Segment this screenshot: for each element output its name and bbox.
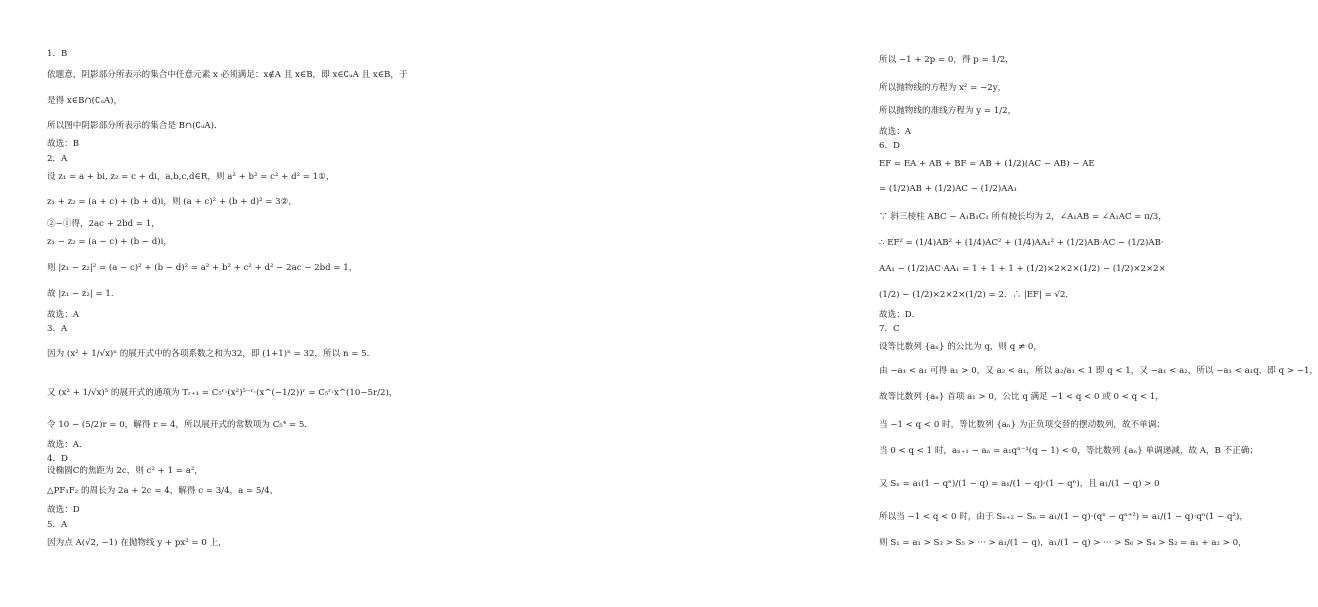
text-line: z₁ + z₂ = (a + c) + (b + d)i，则 (a + c)² + (b + d)² = 3②， xyxy=(47,197,297,207)
text-line: = (1/2)AB + (1/2)AC − (1/2)AA₁ xyxy=(879,184,1018,194)
text-line: 所以抛物线的准线方程为 y = 1/2， xyxy=(879,106,1017,116)
text-line: (1/2) − (1/2)×2×2×(1/2) = 2．∴ |EF| = √2． xyxy=(879,290,1075,300)
text-line: ∴ EF² = (1/4)AB² + (1/4)AC² + (1/4)AA₁² + (1/2)AB·AC − (1/2)AB· xyxy=(879,238,1164,248)
text-line: 故选：A． xyxy=(47,440,88,450)
text-line: 依题意，阴影部分所表示的集合中任意元素 x 必须满足：x∉A 且 x∈B，即 x∈∁ᵤA 且 x∈B，于 xyxy=(47,70,408,80)
text-line: 故选：D xyxy=(47,505,80,515)
text-line: 故等比数列 {aₙ} 首项 a₁ > 0，公比 q 满足 −1 < q < 0 或 0 < q < 1， xyxy=(879,392,1164,402)
text-line: 当 0 < q < 1 时，aₙ₊₁ − aₙ = a₁qⁿ⁻¹(q − 1) < 0，等比数列 {aₙ} 单调递减，故 A，B 不正确； xyxy=(879,446,1258,456)
text-line: 是得 x∈B∩(∁ᵤA)， xyxy=(47,96,123,106)
text-line: z₁ − z₂ = (a − c) + (b − d)i， xyxy=(47,237,172,247)
text-line: 则 |z₁ − z₂|² = (a − c)² + (b − d)² = a² + b² + c² + d² − 2ac − 2bd = 1， xyxy=(47,263,358,273)
text-line: 由 −a₁ < a₁ 可得 a₁ > 0，又 a₂ < a₁，所以 a₂/a₁ < 1 即 q < 1，又 −a₁ < a₂，所以 −a₁ < a₁q，即 q > −1， xyxy=(879,366,1318,376)
text-line: 因为点 A(√2, −1) 在抛物线 y + px² = 0 上， xyxy=(47,538,227,548)
text-line: EF = EA + AB + BF = AB + (1/2)(AC − AB) − AE xyxy=(879,159,1095,169)
text-line: 所以抛物线的方程为 x² = −2y， xyxy=(879,83,1007,93)
text-line: △PF₁F₂ 的周长为 2a + 2c = 4，解得 c = 3/4，a = 5/4， xyxy=(47,486,279,496)
text-line: 2．A xyxy=(47,154,68,164)
text-line: 故 |z₁ − z₂| = 1． xyxy=(47,289,120,299)
text-line: 所以 −1 + 2p = 0，得 p = 1/2， xyxy=(879,55,1014,65)
text-line: 7．C xyxy=(879,324,900,334)
text-line: 则 S₁ = a₁ > S₃ > S₅ > ··· > a₁/(1 − q)，a₁/(1 − q) > ··· > S₆ > S₄ > S₂ = a₁ + a₂ > 0， xyxy=(879,538,1247,548)
text-line: 所以当 −1 < q < 0 时，由于 Sₙ₊₂ − Sₙ = a₁/(1 − q)·(qⁿ − qⁿ⁺²) = a₁/(1 − q)·qⁿ(1 − q²)， xyxy=(879,512,1248,522)
text-line: 故选：D． xyxy=(879,310,921,320)
text-line: 1．B xyxy=(47,49,68,59)
text-line: 又 Sₙ = a₁(1 − qⁿ)/(1 − q) = a₁/(1 − q)·(1 − qⁿ)，且 a₁/(1 − q) > 0 xyxy=(879,479,1160,489)
text-line: 令 10 − (5/2)r = 0，解得 r = 4，所以展开式的常数项为 C₅⁴ = 5． xyxy=(47,420,313,430)
text-line: ∵ 斜三棱柱 ABC − A₁B₁C₁ 所有棱长均为 2，∠A₁AB = ∠A₁AC = π/3， xyxy=(879,212,1167,222)
text-line: 因为 (x² + 1/√x)ⁿ 的展开式中的各项系数之和为32，即 (1+1)ⁿ = 32，所以 n = 5． xyxy=(47,349,376,359)
text-line: 故选：B xyxy=(47,139,80,149)
text-line: 4．D xyxy=(47,454,68,464)
text-line: 设等比数列 {aₙ} 的公比为 q，则 q ≠ 0， xyxy=(879,342,1042,352)
text-line: 设椭圆C的焦距为 2c，则 c² + 1 = a²， xyxy=(47,466,203,476)
text-line: 故选：A xyxy=(47,310,79,320)
text-line: 3．A xyxy=(47,324,68,334)
text-line: 6．D xyxy=(879,141,900,151)
text-line: ②−①得，2ac + 2bd = 1， xyxy=(47,219,160,229)
text-line: 当 −1 < q < 0 时，等比数列 {aₙ} 为正负项交替的摆动数列，故不单调； xyxy=(879,420,1165,430)
text-line: 又 (x² + 1/√x)⁵ 的展开式的通项为 Tᵣ₊₁ = C₅ʳ·(x²)⁵⁻ʳ·(x^(−1/2))ʳ = C₅ʳ·x^(10−5r/2)， xyxy=(47,388,398,398)
text-line: 5．A xyxy=(47,520,68,530)
text-line: 所以图中阴影部分所表示的集合是 B∩(∁ᵤA)． xyxy=(47,121,223,131)
text-line: AA₁ − (1/2)AC·AA₁ = 1 + 1 + 1 + (1/2)×2×2×(1/2) − (1/2)×2×2× xyxy=(879,264,1166,274)
text-line: 设 z₁ = a + bi, z₂ = c + di，a,b,c,d∈R，则 a² + b² = c² + d² = 1①， xyxy=(47,172,335,182)
text-line: 故选：A xyxy=(879,127,911,137)
